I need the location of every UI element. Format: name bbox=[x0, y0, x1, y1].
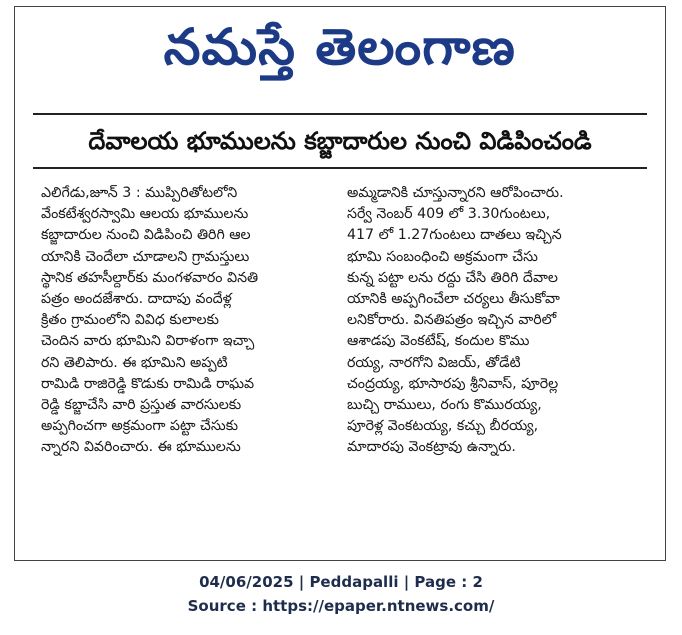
article-line: ఆశాడపు వెంకటేష్, కందుల కొము bbox=[347, 333, 530, 350]
article-line: భూమి సంబంధించి అక్రమంగా చేసు bbox=[347, 248, 538, 265]
article-headline: దేవాలయ భూములను కబ్జాదారుల నుంచి విడిపించండి bbox=[88, 127, 592, 155]
footer-source: Source : https://epaper.ntnews.com/ bbox=[187, 597, 495, 615]
article-line: యానికి అప్పగించేలా చర్యలు తీసుకోవా bbox=[347, 291, 560, 308]
article-line: రెడ్డి కబ్జాచేసి వారి ప్రస్తుత వారసులకు bbox=[41, 397, 242, 414]
article-line: 417 లో 1.27గుంటలు దాతలు ఇచ్చిన bbox=[347, 227, 562, 244]
article-line: బుచ్చి రాములు, రంగు కొమురయ్య, bbox=[347, 397, 542, 414]
headline-bottom-rule bbox=[33, 167, 647, 169]
article-line: రామిడి రాజిరెడ్డి కొడుకు రామిడి రాఘవ bbox=[41, 375, 255, 392]
article-line: యానికి చెందేలా చూడాలని గ్రామస్తులు bbox=[41, 248, 250, 265]
article-line: అమ్మడానికి చూస్తున్నారని ఆరోపించారు. bbox=[347, 185, 564, 201]
article-line: ఎలిగేడు,జూన్ 3 : ముప్పిరితోటలోని bbox=[41, 185, 238, 201]
article-line: సర్వే నెంబర్ 409 లో 3.30గుంటలు, bbox=[347, 206, 551, 223]
footer-date-edition: 04/06/2025 | Peddapalli | Page : 2 bbox=[199, 573, 483, 591]
masthead-logo: నమస్తే తెలంగాణ bbox=[163, 18, 517, 76]
headline-top-rule bbox=[33, 113, 647, 115]
article-line: చంద్రయ్య, భూసారపు శ్రీనివాస్, పూరెల్ల bbox=[347, 375, 559, 392]
article-right-column bbox=[347, 183, 647, 459]
article-line: పత్రం అందజేశారు. దాదాపు వందేళ్ల bbox=[41, 291, 232, 308]
article-line: రయ్య, నారగోని విజయ్, తోడేటి bbox=[347, 354, 521, 371]
article-line: అప్పగించగా అక్రమంగా పట్టా చేసుకు bbox=[41, 418, 239, 435]
masthead bbox=[15, 11, 665, 87]
article-line: మాదారపు వెంకట్రావు ఉన్నారు. bbox=[347, 439, 516, 456]
article-line: క్రితం గ్రామంలోని వివిధ కులాలకు bbox=[41, 312, 219, 329]
article-line: చెందిన వారు భూమిని విరాళంగా ఇచ్చా bbox=[41, 333, 255, 350]
article-line: లనికోరారు. వినతిపత్రం ఇచ్చిన వారిలో bbox=[347, 312, 557, 329]
article-line: కబ్జాదారుల నుంచి విడిపించి తిరిగి ఆల bbox=[41, 227, 251, 244]
article-line: పూరెళ్ల వెంకటయ్య, కచ్చు బీరయ్య, bbox=[347, 418, 539, 435]
article-left-column bbox=[41, 183, 341, 459]
article-line: న్నారని వివరించారు. ఈ భూములను bbox=[41, 439, 241, 456]
newspaper-clipping bbox=[14, 6, 666, 561]
article-line: స్థానిక తహసీల్దార్‌కు మంగళవారం వినతి bbox=[41, 269, 259, 286]
article-line: రని తెలిపారు. ఈ భూమిని అప్పటి bbox=[41, 354, 228, 371]
article-line: వేంకటేశ్వరస్వామి ఆలయ భూములను bbox=[41, 206, 249, 223]
article-line: కున్న పట్టా లను రద్దు చేసి తిరిగి దేవాల bbox=[347, 269, 558, 286]
